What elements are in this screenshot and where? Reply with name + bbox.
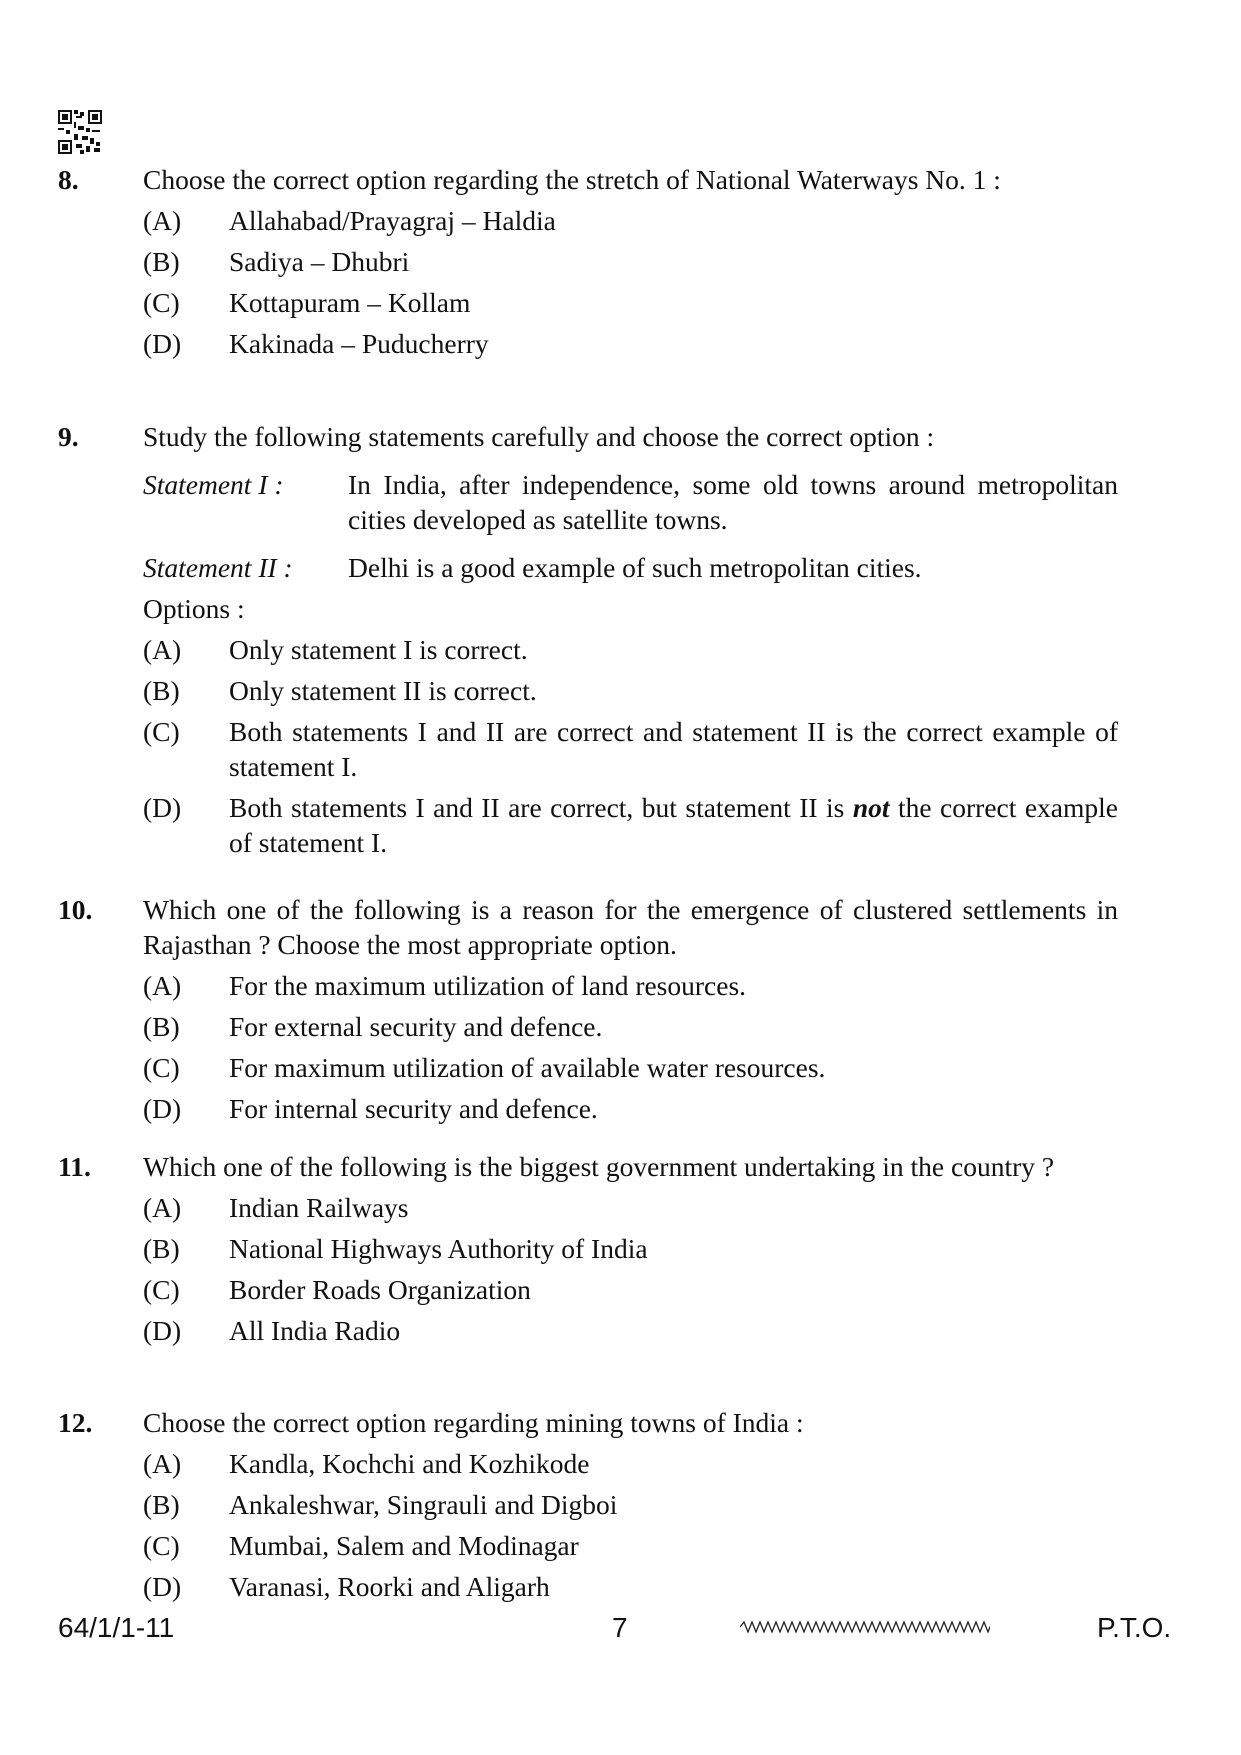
please-turn-over: P.T.O. xyxy=(1097,1612,1172,1643)
option-b: (B) Sadiya – Dhubri xyxy=(143,246,410,277)
option-a: (A) Kandla, Kochchi and Kozhikode xyxy=(143,1448,590,1479)
question-text: Which one of the following is the biggest government undertaking in the country ? xyxy=(143,1151,1055,1182)
question-number: 12. xyxy=(58,1407,93,1438)
question-12 xyxy=(58,1405,1118,1604)
option-d: (D) Varanasi, Roorki and Aligarh xyxy=(143,1571,550,1602)
question-9 xyxy=(58,419,1118,860)
question-text: Choose the correct option regarding the stretch of National Waterways No. 1 : xyxy=(143,164,1001,195)
option-a: (A) Indian Railways xyxy=(143,1192,409,1223)
option-d: (D) Kakinada – Puducherry xyxy=(143,328,489,359)
qr-code-icon xyxy=(58,110,102,154)
option-a: (A) Only statement I is correct. xyxy=(143,634,528,665)
question-number: 10. xyxy=(58,894,93,925)
option-d: (D) Both statements I and II are correct, but statement II is not the correct example of statement I. xyxy=(143,792,1118,858)
statement-2: Statement II : Delhi is a good example of such metropolitan cities. xyxy=(143,552,922,583)
option-c: (C) Kottapuram – Kollam xyxy=(143,287,471,318)
option-c: (C) For maximum utilization of available water resources. xyxy=(143,1052,826,1083)
page-number: 7 xyxy=(612,1612,628,1643)
question-number: 9. xyxy=(58,421,79,452)
question-text: Study the following statements carefully and choose the correct option : xyxy=(143,421,935,452)
question-11 xyxy=(58,1149,1118,1348)
paper-code: 64/1/1-11 xyxy=(58,1612,175,1643)
option-b: (B) Ankaleshwar, Singrauli and Digboi xyxy=(143,1489,618,1520)
option-c: (C) Mumbai, Salem and Modinagar xyxy=(143,1530,579,1561)
question-text: Choose the correct option regarding mining towns of India : xyxy=(143,1407,804,1438)
emphasis-not: not xyxy=(852,792,890,823)
option-d: (D) For internal security and defence. xyxy=(143,1093,598,1124)
option-c: (C) Border Roads Organization xyxy=(143,1274,531,1305)
option-b: (B) National Highways Authority of India xyxy=(143,1233,648,1264)
option-a: (A) Allahabad/Prayagraj – Haldia xyxy=(143,205,556,236)
option-b: (B) Only statement II is correct. xyxy=(143,675,537,706)
question-number: 11. xyxy=(58,1151,91,1182)
wavy-line-decoration xyxy=(740,1620,990,1634)
option-b: (B) For external security and defence. xyxy=(143,1011,603,1042)
question-number: 8. xyxy=(58,164,79,195)
options-heading: Options : xyxy=(143,593,245,624)
statement-1: Statement I : In India, after independence, some old towns around metropolitan cities developed as satellite towns. xyxy=(143,469,1118,535)
question-8 xyxy=(58,162,1118,361)
question-text: Which one of the following is a reason for the emergence of clustered settlements in Rajasthan ? Choose the most appropriate option. xyxy=(143,894,1118,960)
option-d: (D) All India Radio xyxy=(143,1315,401,1346)
option-c: (C) Both statements I and II are correct and statement II is the correct example of statement I. xyxy=(143,716,1118,782)
question-10 xyxy=(58,892,1118,1126)
option-a: (A) For the maximum utilization of land resources. xyxy=(143,970,747,1001)
